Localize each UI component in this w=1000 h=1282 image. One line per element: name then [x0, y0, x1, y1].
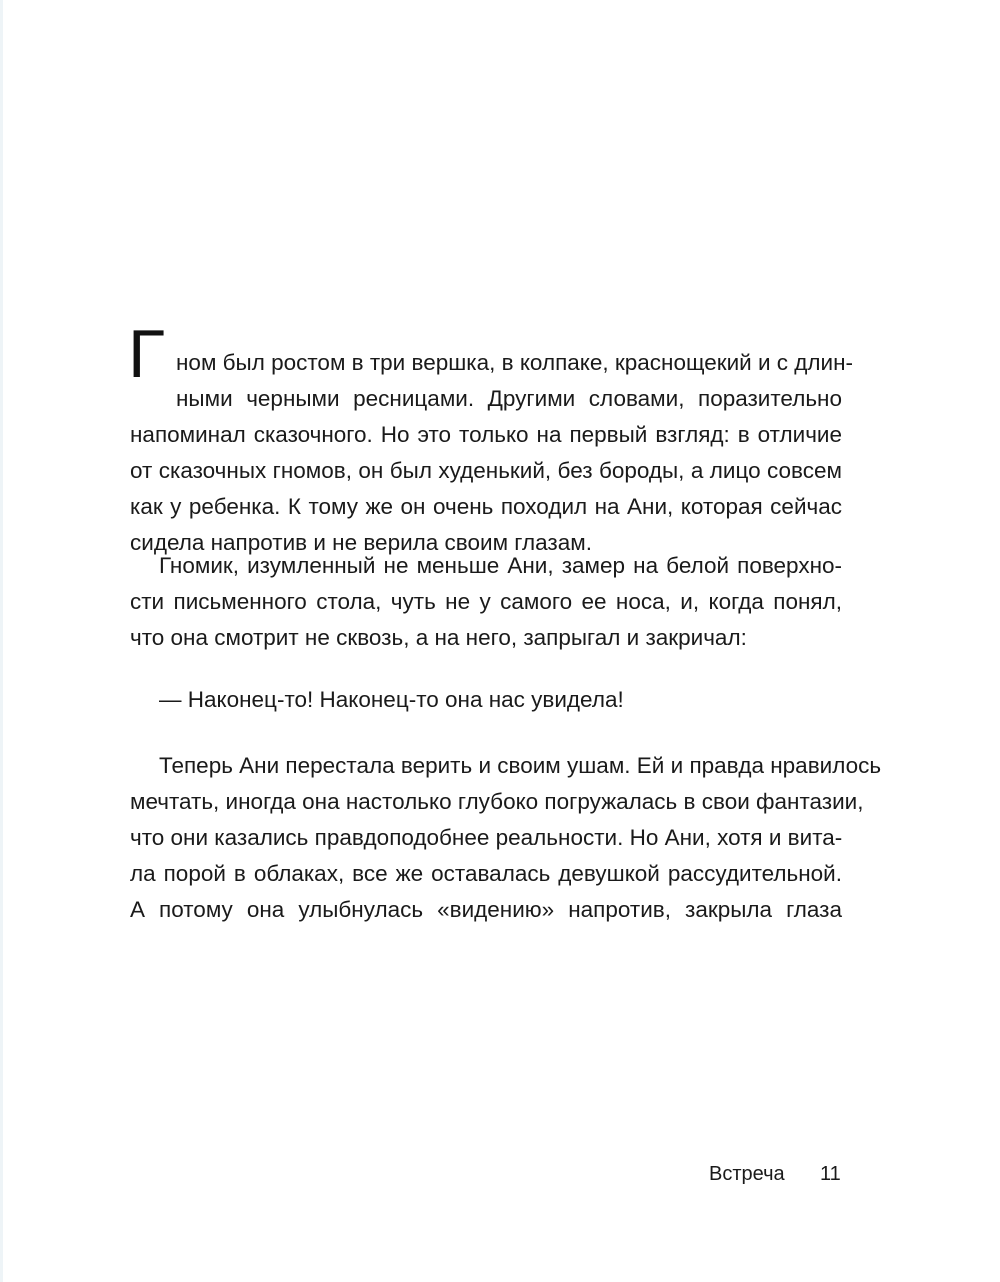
- paragraph-1: [130, 345, 854, 561]
- page-number: 11: [820, 1163, 841, 1185]
- text-line: Теперь Ани перестала верить и своим ушам. Ей и правда нравилось: [159, 753, 882, 778]
- text-line: А потому она улыбнулась «видению» напротив, закрыла глаза: [130, 897, 842, 922]
- text-line: сидела напротив и не верила своим глазам.: [130, 530, 592, 555]
- text-line: что она смотрит не сквозь, а на него, запрыгал и закричал:: [130, 625, 747, 650]
- text-line: Гномик, изумленный не меньше Ани, замер на белой поверхно-: [159, 553, 842, 578]
- text-line: от сказочных гномов, он был худенький, без бороды, а лицо совсем: [130, 458, 842, 483]
- text-line: ном был ростом в три вершка, в колпаке, краснощекий и с длин-: [176, 350, 854, 375]
- text-line: как у ребенка. К тому же он очень походил на Ани, которая сейчас: [130, 494, 842, 519]
- drop-cap: Г: [128, 316, 165, 392]
- page-edge: [0, 0, 3, 1282]
- text-line: напоминал сказочного. Но это только на первый взгляд: в отличие: [130, 422, 842, 447]
- text-line: что они казались правдоподобнее реальности. Но Ани, хотя и вита-: [130, 825, 843, 850]
- text-line: сти письменного стола, чуть не у самого ее носа, и, когда понял,: [130, 589, 842, 614]
- paragraph-3: [130, 682, 842, 718]
- paragraph-2: [130, 548, 842, 656]
- text-line: ла порой в облаках, все же оставалась девушкой рассудительной.: [130, 861, 842, 886]
- chapter-title: Встреча: [709, 1163, 785, 1185]
- paragraph-4: [130, 748, 882, 928]
- text-line: мечтать, иногда она настолько глубоко погружалась в свои фантазии,: [130, 789, 864, 814]
- text-line: — Наконец-то! Наконец-то она нас увидела!: [159, 687, 624, 712]
- text-line: ными черными ресницами. Другими словами, поразительно: [176, 386, 842, 411]
